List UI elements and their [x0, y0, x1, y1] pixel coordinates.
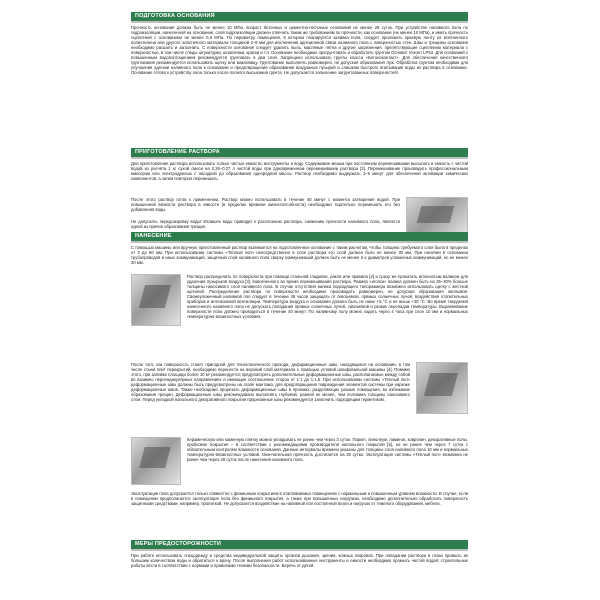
- section-mix: [131, 148, 468, 237]
- section-text-apply-2: Раствор распределить по поверхности при помощи стальной гладилки, ракли или правила [2] и сразу же прокатать игольчатым валиком для удаления пузырьков воздуха [3], вовлеченного во время перемешивания раствора. Размер «иголок» валика должен быть на 25–30% больше толщины наносимого слоя наливного пола. В случае отсутствия валика подходящего типоразмера возможно использовать щетку с жесткой щетиной. Распределение раствора по поверхности необходимо производить равномерно, не допуская образования наплывов. Свежеуложенный наливной пол следует в течение 48 часов защищать от сквозняков, прямых солнечных лучей, воздействия отопительных приборов и интенсивной вентиляции. Температура воздуха и основания должна быть не ниже +5 °С и не выше +30 °С. Во время твердения нанесенного наливного пола не допускать попадания прямых солнечных лучей, сквозняков и резких перепадов температуры. Выравнивание поверхности пола должно проводиться в течение 40 минут. По наливному полу можно ходить через 4 часа при слое 10 мм и нормальных температурно-влажностных условиях.: [187, 274, 468, 320]
- section-text-apply: С помощью машины или вручную приготовленный раствор выливается на подготовленное основание с таким расчетом, чтобы толщина требуемого слоя была в пределах от 3 до 80 мм. При использовании системы «Теплый пол» непосредственно в слое раствора его слой должен быть не менее 30 мм. При наличии в основании трубопроводов и иных коммуникаций, защитный слой наливного пола сверху коммуникаций должен быть не менее 2-х диаметров уложенных коммуникаций, но не менее 30 мм.: [131, 245, 468, 266]
- tile-laying-icon: [131, 437, 181, 485]
- section-text-mix-2: После этого раствор готов к применению. Раствор можно использовать в течение 40 минут с момента затворения водой. При повышенной вязкости раствора в емкости (в пределах времени жизнеспособности) необходимо тщательно перемешать его без добавления воды.: [131, 197, 400, 213]
- spreading-roller-icon: [131, 274, 181, 326]
- grinder-cutting-icon: [416, 362, 468, 414]
- section-apply: [131, 232, 468, 517]
- section-title-apply: НАНЕСЕНИЕ: [131, 232, 468, 243]
- section-text-apply-5: Эксплуатация пола допускается только совместно с финишным покрытием в отапливаемых помещениях с нормальным и повышенным уровнем влажности. В случае, если в помещении предполагается эксплуатация пола без финишного покрытия, а также при повышенных нагрузках, необходимо дополнительно обработать поверхность защитными средствами, например, пропиткой. Не допускается воздействие на наливной пол постоянной влаги и нагрузок от тяжелого оборудования, мебели.: [131, 491, 468, 507]
- section-safety: [131, 540, 468, 580]
- mixing-bucket-icon: [406, 197, 468, 237]
- section-text-safety: При работе использовать спецодежду и средства индивидуальной защиты органов дыхания, зрения, кожных покровов. При попадании раствора в глаза промыть их большим количеством воды и обратиться к врачу. После выполнения работ использованные инструменты и емкости необходимо промыть чистой водой; строительные работы вести в соответствии с нормами и правилами техники безопасности. Беречь от детей.: [131, 553, 468, 569]
- section-title-safety: МЕРЫ ПРЕДОСТОРОЖНОСТИ: [131, 540, 468, 551]
- mix-warning: Не допускать передозировку воды! Излишек воды приводит к расслоению раствора, снижению прочности наливного пола, является одной из причин образования трещин.: [131, 219, 400, 230]
- section-text-apply-4: Керамическую или каменную плитку можно укладывать не ранее чем через 3 суток. Паркет, линолеум, ламинат, ковролин, декоративные полы, пробковое покрытие – в соответствии с рекомендациями производителя напольного покрытия [5], но не ранее чем через 7 суток с обязательным контролем влажности основания. Данные интервалы времени указаны для толщины слоя наливного пола 10 мм и нормальных температурно-влажностных условий. Окончательная прочность достигается на 28 сутки. Эксплуатация системы «Теплый пол» возможна не ранее чем через 28 суток после нанесения наливного пола.: [187, 437, 468, 463]
- section-title-mix: ПРИГОТОВЛЕНИЕ РАСТВОРА: [131, 148, 468, 159]
- section-title-prep: ПОДГОТОВКА ОСНОВАНИЯ: [131, 12, 468, 23]
- section-text-prep: Прочность основания должна быть не менее 10 МПа, возраст бетонных и цементно-песчаных оснований не менее 28 суток. При устройстве наливного пола по гидроизоляции, нанесенной на основание, слой гидроизоляции должен отвечать таким же требованиям по прочности, как основание (не менее 10 МПа), и иметь прочность сцепления с основанием не менее 0,8 МПа. По периметру помещения, в котором планируется заливка пола, следует проложить краевую ленту из вспененного полиэтилена или другого эластичного материала толщиной 2–8 мм для исключения адгезионной связи наливного пола с поверхностью стен. Швы и трещины основания необходимо расшить и заполнить. С поверхности основания следует удалить пыль, масляные пятна и другие загрязнения, препятствующие сцеплению материала с поверхностью, в том числе следы штукатурки, шпаклевки, краски и т.п. Основание необходимо прогрунтовать и обработать грунтом Основит Унконт LP53. Для оснований с повышенным водопоглощением рекомендуется грунтовать в два слоя. Запрещено использовать грунты класса «Бетоноконтакт». Для обеспечения качественного грунтования рекомендуется использовать щетку или макловицу. Грунтование выполнять равномерно, не допуская образования луж. Обработка грунтом необходима для улучшения адгезии наливного пола к основанию и предотвращения образования воздушных пузырей и слишком быстрого впитывания воды из раствора в основание. Основание готово к устройству пола только после полного высыхания грунта. Не допускается запыление загрунтованных поверхностей!: [131, 25, 468, 76]
- section-prep: [131, 12, 468, 146]
- section-text-mix: Для приготовления раствора использовать только чистые емкости, инструменты и воду. Содержимое мешка при постоянном перемешивании высыпать в емкость с чистой водой из расчёта 1 кг сухой смеси на 0,26–0,27 л чистой воды при одновременном перемешивании раствора [3]. Перемешивание производить профессиональным миксером или электродрелью с насадкой до образования однородной массы. Раствор необходимо выдержать 3–5 минут для обеспечения активации химических компонентов, а затем повторно перемешать.: [131, 161, 468, 182]
- section-text-apply-3: После того, как поверхность станет пригодной для технологического прохода, деформационные швы, находящиеся на основании, в том числе стыки плит перекрытий, необходимо перенести на верхний слой материала с помощью угловой шлифовальной машины [4]. Помимо этого, при заливке площади более 10 м² рекомендуется предусмотреть дополнительные деформационные швы, располагаемые между собой во взаимно перпендикулярных направлениях и имеющие соотношение сторон от 1:1 до 1:1,5. При использовании системы «Теплый пол» деформационные швы должны быть предусмотрены на этапе монтажа, для предотвращения повреждения элементов системы при нарезке деформационных швов. Также необходимо прорезать деформационные швы в проемах, разделяющих разные помещения, во избежание образования трещин. Деформационные швы рекомендовано выполнять глубиной, равной не менее, чем половина толщины наносимого слоя. Перед укладкой напольного декоративного покрытия прорезанные швы рекомендуется заполнить подходящим герметиком.: [131, 362, 410, 403]
